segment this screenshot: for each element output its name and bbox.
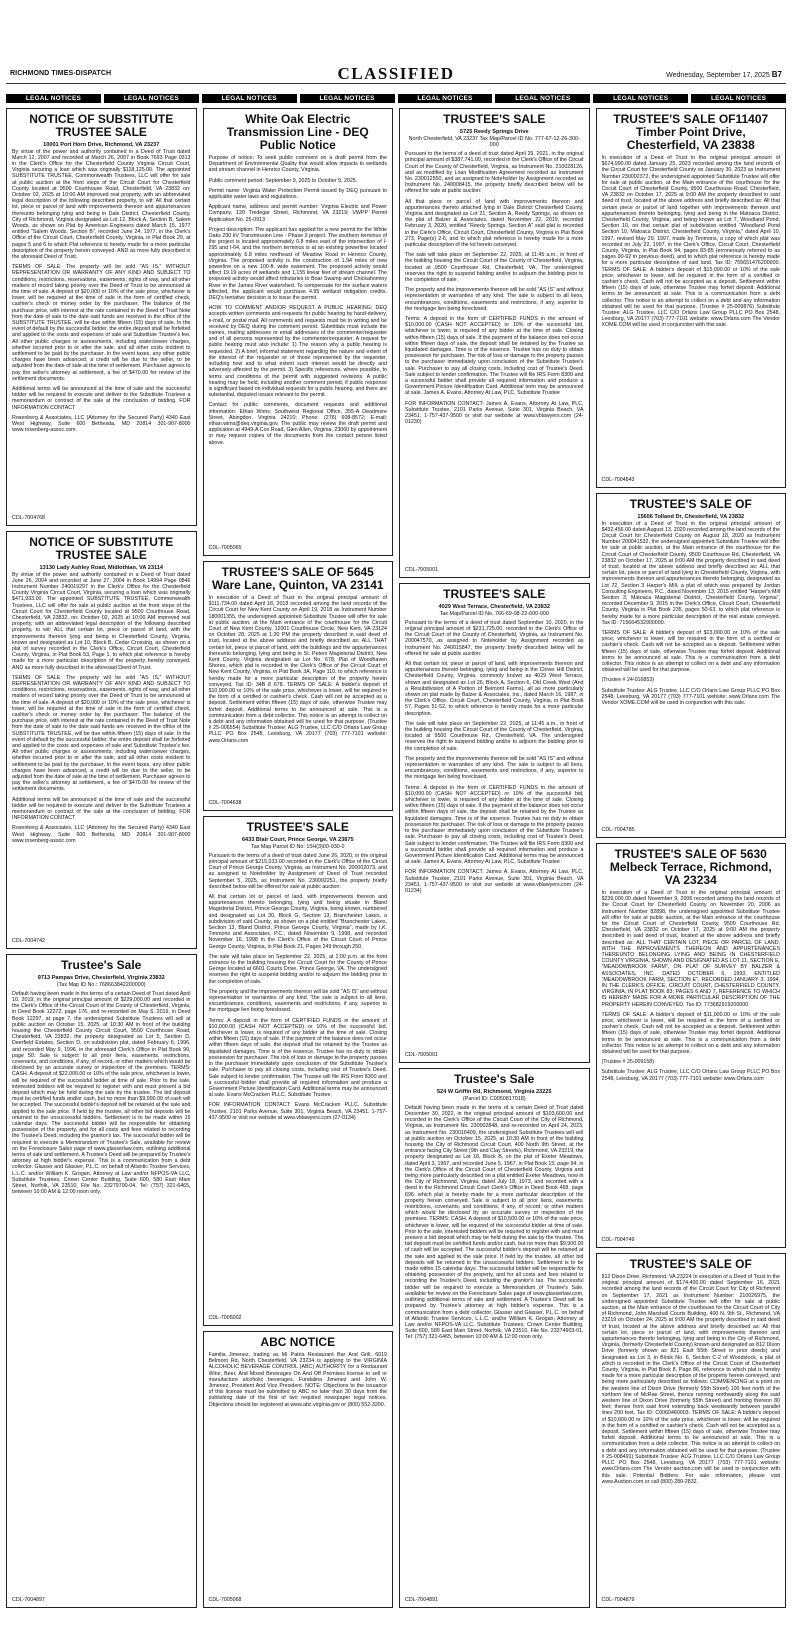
notice-paragraph: In execution of a Deed of Trust in the original principal amount of $239,000.00 dated November 9, 2006 recorded among the land records of the Circuit Court for Chesterfield County on November 20, 2006 as Instrument Number 82898, the undersigned appointed Substitute Trustee will offer for sale at public auction, at the Main entrance of the courthouse for the Circuit Court of Chesterfield County, 9500 Courthouse Rd, Chesterfield, VA 23832 on October 17, 2025 at 9:00 AM the property described in said deed of trust, located at the above address and briefly described as: ALL THAT CERTAIN LOT, PIECE OR PARCEL OF LAND, WITH THE IMPROVEMENTS THEREON AND APPURTENANCES THEREUNTO BELONGING LYING AND BEING IN CHESTERFIELD COUNTY VIRGINIA, SHOWN AND DESIGNATED AS LOT 11, SECTION E, "MEADOWBROOK FARM", ON PLAT OF SURVEY BY BALZER & ASSOCIATES, INC. DATED OCTOBER 6, 1993, ENTITLED "MEADOWBROOK FARM, SECTION E", RECORDED JANUARY 3, 1994, IN THE CLERK'S OFFICE, CIRCUIT COURT, CHESTERFIELD COUNTY, VIRGINIA, IN PLAT BOOK 83, PAGES 6 AND 7, REFERENCE TO WHICH IS HEREBY MADE FOR A MORE PARTICULAR DESCRIPTION OF THE PROPERTY HEREIN CONVEYED. Tax ID: 773682919200000. bbox=[601, 890, 780, 1008]
page-number: B7 bbox=[771, 70, 782, 79]
notice-paragraph: TERMS OF SALE: The property will be sold "AS IS," WITHOUT REPRESENTATION OR WARRANTY OF ANY KIND AND SUBJECT TO conditions, restrictions, reservations, easements, rights of way, and all other matters of record taking priority over the Deed of Trust to be announced at the time of sale. A deposit of $20,000 or 10% of the sale price, whichever is lower, will be required at the time of sale in the form of certified check, cashier's check or money order by the purchaser. The balance of the purchase price, with interest at the rate contained in the Deed of Trust Note from the date of sale to the date said funds are received in the office of the SUBSTITUTE TRUSTEE, will be due within fifteen (15) days of sale. In the event of default by the successful bidder, the entire deposit shall be forfeited and applied to the costs and expenses of sale and Substitute Trustee's fee. All other public charges or assessments, including water/sewer charges, whether incurred prior to or after the sale, and all other costs incident to settlement to be paid by the purchaser. In the event taxes, any other public charges have been advanced, a credit will be due to the seller, to be adjusted from the date of sale at the time of settlement. Purchaser agrees to pay the seller's attorney at settlement, a fee of $470.00 for review of the settlement documents. bbox=[12, 674, 191, 793]
notice-address: 524 W Griffin Rd, Richmond, Virginia 23225 bbox=[436, 1089, 552, 1095]
notice-title: Trustee's Sale bbox=[454, 1072, 535, 1086]
notice-contact: Rosenberg & Associates, LLC (Attorney for the Secured Party) 4340 East West Highway, Suite 600 Bethesda, MD 20814 301-907-8000 www.rosenberg-assoc.com bbox=[12, 414, 191, 434]
notice-paragraph: Substitute Trustee: ALG Trustee, LLC C/O Orlans Law Group PLLC PO Box 2548, Leesburg, VA 20177 (703) 777-7101 website: www.Orlans.com The Vendor XOME.COM will be used in conjunction with this sale. bbox=[601, 687, 780, 706]
notice-parcel: (Tax Map ID No.: 768663842200000) bbox=[56, 981, 146, 988]
notice-code: CDL-7004742 bbox=[12, 937, 45, 944]
notice-body bbox=[209, 155, 388, 543]
notice-paragraph: All that certain lot, piece or parcel of land, with improvements thereon and appurtenances thereto belonging, lying and being in the Clover Hill District, Chesterfield County, Virginia, commonly known as 4029 West Terrace, shown and designated as Lot 26, Block A, Section 6, Old Creek West (And a Resubdivision of A Portion of Belmont Farms), all as more particularly shown on plat made by Balzer & Associates, Inc., dated March 16, 1987, in the Clerk's Office, Circuit Court, Chesterfield County, Virginia, in Plat Book 57, Pages 51-52, to which reference is hereby made for a more particular description. bbox=[405, 661, 584, 717]
notice-paragraph: (Trustee # 24-016853) bbox=[601, 677, 655, 684]
notice-paragraph: Substitute Trustee: ALG Trustee, LLC C/O Orlans Law Group PLLC PO Box 2548, Leesburg, VA 20177 (703) 777-7101 website: www.Orlans.com bbox=[601, 1069, 780, 1082]
column-1 bbox=[6, 108, 197, 1608]
notice-title: TRUSTEE'S SALE OF bbox=[629, 497, 752, 511]
notice-trustees-sale-ware-lane bbox=[203, 561, 394, 811]
notice-title: White Oak Electric Transmission Line - DEQ Public Notice bbox=[226, 112, 369, 152]
notice-paragraph: Familia Jimenez, trading as Mi Patria Restaurant Bar And Grill, 6019 Belmont Rd, North Chesterfield, VA 23234 is applying to the VIRGINIA ALCOHOLIC BEVERAGE CONTROL (ABC) AUTHORITY for a Restaurant Wine, Beer, And Mixed Beverages On And Off Premises license to sell or manufacture alcoholic beverages. Fundalina Jimenez and John W. Jimenez, President And Vice President. NOTE: Objections to the issuance of this license must be submitted to ABC no later than 30 days from the publishing date of the first of two required newspaper legal notices. Objections should be registered at www.abc.virginia.gov or (800) 552-3200. bbox=[208, 1352, 387, 1408]
notice-title: NOTICE OF SUBSTITUTE TRUSTEE SALE bbox=[29, 112, 174, 139]
notice-address: 15606 Tolland Dr, Chesterfield, VA 23832 bbox=[637, 514, 745, 520]
notice-body bbox=[405, 151, 584, 565]
notice-parcel: North Chesterfield, VA 23237 Tax Map/Parcel ID No. 777-67-12-26-300-000 bbox=[408, 135, 580, 148]
notice-trustees-sale-griffin-rd bbox=[399, 1068, 590, 1608]
notice-body bbox=[602, 521, 781, 825]
notice-paragraph: Terms: A deposit in the form of CERTIFIED FUNDS in the amount of $10,000.00 (CASH NOT ACCEPTED) or 10% of the successful bid, whichever is lower, is required of any bidder at the time of sale. Closing within fifteen (15) days of sale. If the payment of the balance does not occur within fifteen days of sale, the deposit shall be retained by the Trustee as liquidated damages. Time is of the essence. Trustee has no duty to obtain possession for purchaser. The risk of loss or damage to the property passes to the purchaser immediately upon conclusion of the Substitute Trustee's sale. Purchaser to pay all closing costs, including cost of Trustee's Deed. Sale subject to lender confirmation. The Trustee will file IRS Form 8300 and a successful bidder shall provide all required information and produce a Government Picture Identification Card. Additional terms may be announced at sale. Evans McCracken PLLC, Substitute Trustee. bbox=[208, 1017, 387, 1099]
issue-date: Wednesday, September 17, 2025 bbox=[666, 72, 770, 79]
notice-paragraph: All that piece or parcel of land with improvements thereon and appurtenances thereto attached lying in Dale District Chesterfield County, Virginia and designated as Lot 21, Section A, Reedy Springs, as shown on the plat of Balzer & Associates, dated November 22, 2019, recorded February 3, 2020, entitled "Reedy Springs, Section A" said plat is recorded in the Clerk's Office, Circuit Court, Chesterfield County, Virginia in Plat Book 273, Page(s) 2-6, and to which plat reference is hereby made for a more particular description of the lot herein conveyed. bbox=[405, 198, 584, 248]
notice-abc bbox=[203, 1331, 394, 1608]
notice-trustees-sale-pampas bbox=[6, 954, 197, 1608]
publication-name: RICHMOND TIMES-DISPATCH bbox=[10, 70, 112, 77]
notice-paragraph: The sale will take place on September 22, 2025, at 11:45 a.m., in front of the building housing the Circuit Court of the County of Chesterfield, Virginia, located at 9500 Courthouse Rd., Chesterfield, VA. The undersigned reserves the right to suspend bidding and/or to adjourn the bidding prior to the completion of sale. bbox=[405, 720, 584, 752]
section-title: CLASSIFIED bbox=[337, 64, 455, 83]
notice-paragraph: 812 Dixon Drive, Richmond, VA 23224 In execution of a Deed of Trust in the original principal amount of $174,400.00 dated September 16, 2021 recorded among the land records of the Circuit Court for City of Richmond on September 17, 2021 as Instrument Number: 210026975, the undersigned appointed Substitute Trustee will offer for sale at public auction, at the Main entrance of the courthouse for the Circuit Court of City of Richmond, John Marshall Courts Building, 400 N. 9th St., Richmond, VA 23219 on October 24, 2025 at 9:00 AM the property described in said deed of trust, located at the above address and briefly described as: All that certain lot, piece or parcel of land, with improvements thereon and appurtenances thereto belonging, lying and being in the City of Richmond, Virginia, (formerly Chesterfield County) known and designated as 812 Dixon Drive (formerly shown as 821 East 55th Street in prior deeds) and designated as Lot 3, in Block No. 6, Section C-2 of Woodstock, a plat of which is recorded in the Clerk's Office of the Circuit Court of Chesterfield County, Virginia, in Plat Book 8, Page 86, reference to which plat is hereby made for a more particular description of the property herein conveyed, and being more particularly described as follows: COMMENCING at a point on the western line of Dixon Drive (formerly 55th Street) 100 feet north of the northern line of McRae Street, thence running northwardly along the said western line of Dixon Drive (formerly 55th Street) and fronting thereon 80 feet; thence from said front extending back westwardly between parallel lines 200 feet. Tax ID: C0060460003. TERMS OF SALE: A bidder's deposit of $10,000.00 or 10% of the sale price, whichever is lower, will be required in the form of a certified or cashier's check. Cash will not be accepted as a deposit. Settlement within fifteen (15) days of sale, otherwise Trustee may forfeit deposit. Additional terms to be announced at sale. This is a communication from a debt collector. This notice is an attempt to collect on a debt and any information obtained will be used for that purpose. (Trustee # 25-008491) Substitute Trustee: ALG Trustee, LLC C/O Orlans Law Group PLLC PO Box 2548, Leesburg, VA 20177 (703) 777-7101 website: www.Orlans.com The Vendor auction.com will be used in conjunction with this sale. Potential Bidders: For sale information, please visit www.Auction.com or call (800) 280-2832. bbox=[601, 1274, 780, 1485]
notice-paragraph: Terms: A deposit in the form of CERTIFIED FUNDS in the amount of $10,000.00 (CASH NOT ACCEPTED) or 10% of the successful bid, whichever is lower, is required of any bidder at the time of sale. Closing within fifteen (15) days of sale. If the payment of the balance does not occur within fifteen days of sale, the deposit shall be retained by the Trustee as liquidated damages. Time is of the essence. Trustee has no duty to obtain possession for purchaser. The risk of loss or damage to the property passes to the purchaser immediately upon conclusion of the Substitute Trustee's sale. Purchaser to pay all closing costs, including cost of Trustee's Deed. Sale subject to lender confirmation. The Trustee will file IRS Form 8300 and a successful bidder shall provide all required information and produce a Government Picture Identification Card. Additional term may be announced at sale. James A. Evans, Attorney At Law, PLC, Substitute Trustee bbox=[405, 315, 584, 397]
category-label: LEGAL NOTICES bbox=[300, 94, 395, 103]
notice-paragraph: The property and the improvements thereon will be sold "AS IS" and without representation or warranties of any kind. The sale is subject to all liens, encumbrances, conditions, easements and restrictions, if any, superior to the mortgage lien being foreclosed. bbox=[405, 755, 584, 781]
category-label: LEGAL NOTICES bbox=[691, 94, 786, 103]
notice-paragraph: The property and the improvements thereon will be sold "AS IS" and without representation or warranties of any kind. The sale is subject to all liens, encumbrances, conditions, easements and restrictions, if any, superior to the mortgage lien being foreclosed. bbox=[405, 287, 584, 312]
notice-title: NOTICE OF SUBSTITUTE TRUSTEE SALE bbox=[29, 535, 174, 562]
notice-title: TRUSTEE'S SALE OF bbox=[629, 1257, 752, 1271]
notice-paragraph: All that certain lot or parcel of land, with improvements thereon and appurtenances thereto belonging, lying and being situate in Bland Magisterial District, Prince George County, Virginia, being known, numbered and designated as Lot 30, Block G, Section 13, Branchester Lakes, a subdivision of said County, as shown on a plat entitled "Branchester Lakes, Section 13, Bland District, Prince George County, Virginia", made by I.K. Timmons and Associates, P.C., dated November 9, 1998, and recorded November 16, 1998 in the Clerk's Office of the Circuit Court of Prince George County, Virginia, in Plat Book 21, Pages 249 through 250. bbox=[208, 894, 387, 950]
notice-paragraph: The sale will take place on September 22, 2025, at 1:00 p.m. at the front entrance to the building housing the Circuit Court for the County of Prince George located at 6601 Courts Drive, Prince George, VA. The undersigned reserves the right to suspend bidding and/or to adjourn the bidding prior to the completion of sale. bbox=[208, 953, 387, 985]
notice-title: ABC NOTICE bbox=[260, 1335, 336, 1349]
notice-code: CDL-7004785 bbox=[601, 826, 635, 833]
notice-paragraph: By virtue of the power and authority contained in a Deed of Trust dated March 12, 2007 and recorded at March 26, 2007 in Book 7693 Page 0313 in the Clerk's Office for the Chesterfield County Virginia Circuit Court, Virginia securing a loan which was originally $118,125.00. The appointed SUBSTITUTE TRUSTEE, Commonwealth Trustees, LLC will offer for sale at public auction at the front steps of the Circuit Court for Chesterfield County located at 9500 Courthouse Road, Chesterfield, VA 23832 on: October 02, 2025 at 10:00 AM improved real property, with an abbreviated legal description of the following described property, to wit: All that certain lot, piece or parcel of land with improvements thereon and appurtenances thereunto belonging lying and being in Dale District, Chesterfield County, City of Richmond, Virginia designated as Lot 12, Block A, Section B, Salem Woods, as shown on Plat by American Engineers dated March 15, 1977 entitled "Salem Woods, Section B", recorded June 24, 1977, in the Clerk's Office of the Circuit Court, Chesterfield County, Virginia, in Plat Book 29, at pages 5 and 6 to which Plat reference is hereby made for a more particular description of the property herein conveyed. AND as more fully described in the aforesaid Deed of Trust. bbox=[12, 148, 191, 260]
notice-substitute-trustee-sale-port-horn bbox=[6, 108, 197, 526]
notice-paragraph: Permit name: Virginia Water Protection Permit issued by DEQ pursuant to applicable water laws and regulations. bbox=[208, 187, 387, 201]
category-label: LEGAL NOTICES bbox=[398, 94, 493, 103]
notice-paragraph: In execution of a Deed of Trust in the original principal amount of $111,734.00 dated April 18, 2018 recorded among the land records of the Circuit Court for New Kent County on April 19, 2018 as Instrument Number 180001355, the undersigned appointed Substitute Trustee will offer for sale at public auction, at the Main entrance of the courthouse for the Circuit Court of New Kent County, 12001 Courthouse Circle, New Kent, VA 23124 on October 28, 2025 at 1:30 PM the property described in said deed of trust, located at the above address and briefly described as: ALL THAT certain lot, piece or parcel of land, with the buildings and the appurtenances thereunto belonging, lying and being in St. Peters Magisterial District, New Kent County, Virginia designated as Lot No. 678, Plat of Woodhaven Shores, which plat is recorded in the Clerk's Office of the Circuit Court of New Kent County, Virginia, in Plat Book 3A, Page 110, to which reference is hereby made for a more particular description of the property herein conveyed. Tax ID: 34B 8 678. TERMS OF SALE: A bidder's deposit of $10,000.00 or 10% of the sale price, whichever is lower, will be required in the form of a certified or cashier's check. Cash will not be accepted as a deposit. Settlement within fifteen (15) days of sale, otherwise Trustee may forfeit deposit. Additional terms to be announced at sale. This is a communication from a debt collector. This notice is an attempt to collect on a debt and any information obtained will be used for that purpose. (Trustee # 25-006554) Substitute Trustee: ALG Trustee, LLC C/O Orlans Law Group PLLC PO Box 2548, Leesburg, VA 20177 (703) 777-7101 website: www.Orlans.com bbox=[208, 595, 387, 744]
notice-code: CDL-7005002 bbox=[208, 1314, 242, 1321]
notice-body bbox=[405, 1105, 584, 1595]
notice-trustees-sale-melbeck bbox=[596, 843, 787, 1248]
column-4 bbox=[596, 108, 787, 1608]
notice-paragraph: Public comment period: September 9, 2025 to October 9, 2025 bbox=[208, 177, 356, 184]
notice-parcel: Tax Map/Parcel ID No. 766-69-08-22-600-000 bbox=[439, 610, 549, 617]
notice-address: 4029 West Terrace, Chesterfield, VA 23832 bbox=[438, 604, 550, 610]
notice-address: 13130 Lady Ashley Road, Midlothian, VA 23114 bbox=[39, 565, 164, 571]
notice-body bbox=[602, 155, 781, 475]
notice-trustees-sale-tolland bbox=[596, 493, 787, 838]
notice-body bbox=[209, 1352, 388, 1595]
date-and-page bbox=[666, 70, 782, 79]
category-label: LEGAL NOTICES bbox=[202, 94, 297, 103]
notice-title: TRUSTEE'S SALE OF 5630 Melbeck Terrace, Richmond, VA 23234 bbox=[609, 847, 772, 887]
notice-title: TRUSTEE'S SALE OF 5645 Ware Lane, Quinton, VA 23141 bbox=[211, 565, 384, 592]
notice-title: TRUSTEE'S SALE bbox=[246, 820, 349, 834]
notice-paragraph: Contact for public comments, document requests and additional information: Ethan Wims; Southwest Regional Office, 355-A Deadmore Street, Abingdon, Virginia 24210; Phone: (276) 608-8572; E-mail: ethan.wims@deq.virginia.gov. The public may review the draft permit and application at 4949-A Cox Road, Glen Allen, Virginia, 23060 by appointment or may request copies of the documents from the contact person listed above. bbox=[208, 402, 387, 446]
notice-paragraph: HOW TO COMMENT AND/OR REQUEST A PUBLIC HEARING: DEQ accepts written comments and requests for public hearing by hand-delivery, e-mail, or postal mail. All comments and requests must be in writing and be received by DEQ during the comment period. Submittals must include the names, mailing addresses or email addresses of the commenter/requester and of all persons represented by the commenter/requester. A request for public hearing must also include: 1) The reason why a public hearing is requested. 2) A brief, informal statement regarding the nature and extent of the interest of the requester or of those represented by the requester, including how and to what extent such interest would be directly and adversely affected by the permit. 3) Specific references, where possible, to terms and conditions of the permit with suggested revisions. A public hearing may be held, including another comment period, if public response is significant based on individual requests for a public hearing, and there are substantial, disputed issues relevant to the permit. bbox=[208, 305, 387, 399]
notice-trustees-sale-blair-court bbox=[203, 816, 394, 1326]
notice-paragraph: Pursuant to the terms of a deed of trust dated September 10, 2020, in the original principal amount of $231,725.00, recorded in the Clerk's Office of the Circuit Court of the County of Chesterfield, Virginia, as Instrument No. 200047570, as assigned to Noteholder by Assignment recorded as Instrument No. 240015847, the property briefly described below will be offered for sale at public auction: bbox=[405, 619, 584, 657]
notice-code: CDL-7005001 bbox=[405, 566, 438, 573]
notice-code: CDL-7005068 bbox=[208, 1596, 242, 1603]
notice-title: TRUSTEE'S SALE OF11407 Timber Point Drive, Chesterfield, VA 23838 bbox=[613, 112, 769, 152]
notice-code: CDL-7005065 bbox=[208, 544, 242, 551]
notice-address: 6433 Blair Court, Prince George, VA 23875 bbox=[241, 837, 354, 843]
column-3 bbox=[399, 108, 590, 1608]
notice-trustees-sale-west-terrace bbox=[399, 583, 590, 1063]
category-label: LEGAL NOTICES bbox=[104, 94, 199, 103]
notice-paragraph: Additional terms will be announced at the time of sale and the successful bidder will be required to execute and deliver to the Substitute Trustees a memorandum or contract of the sale at the conclusion of bidding. FOR INFORMATION CONTACT bbox=[12, 386, 191, 411]
notice-trustees-sale-timber-point bbox=[596, 108, 787, 488]
notice-paragraph: Default having been made in the terms of a certain Deed of Trust dated April 10, 2019, in the original principal amount of $229,000.00 and recorded in the Clerk's Office of the Circuit Court of the County of Chesterfield, Virginia, in Deed Book 12272, page 176, and re-recorded on May 6, 2019, in Deed Book 12297, at page 7, the undersigned Substitute Trustees will sell at public auction on October 15, 2025, at 10:30 AM in front of the building housing the Chesterfield County Circuit Court, 9500 Courthouse Road, Chesterfield, VA 23832, the property designated as Lot 5, Section D, Deerfield Estates, Section D, on subdivision plat, dated February 6, 1996, and recorded May 9, 1996, in the aforesaid Clerk's Office in Plat Book 90, page 50. Sale is subject to all prior liens, easements, restrictions, covenants, and conditions, if any, of record, or other matters which would be disclosed by an accurate survey or inspection of the premises. TERMS: CASH. A deposit of $22,000.00 or 10% of the sale price, whichever is lower, will be required of the successful bidder at time of sale. Prior to the sale, interested bidders will be required to register with and must present a bid deposit which may be held during the sale by the trustee. The bid deposit must be certified funds and/or cash, but no more than $9,990.00 of cash will be accepted. The successful bidder's deposit will be retained at the sale and applied to the sale price. If held by the trustee, all other bid deposits will be returned to the unsuccessful bidders. Settlement is to be made within 15 calendar days. The successful bidder will be responsible for obtaining possession of the property, and for all costs and fees related to recording the Trustee's Deed, including the grantor's tax. The successful bidder will be required to execute a Memorandum of Trustee's Sale, available for review on the Foreclosure Sales page of www.glasserlaw.com, outlining additional terms of sale and settlement. A Trustee's Deed will be prepared by Trustee's attorney at high bidder's expense. This is a communication from a debt collector. Glasser and Glasser, P.L.C. on behalf of Atlantic Trustee Services, L.L.C. and/or William K. Grogan, Attorney at Law and/or NFPOS-VA LLC, Substitute Trustees, Crown Center Building, Suite 600, 580 East Main Street, Norfolk, VA 23510, File No. 23279790-04, Tel: (757) 321-6465, between 10:00 AM & 12:00 noon only. bbox=[12, 990, 191, 1196]
notice-paragraph: FOR INFORMATION CONTACT: Evans McCracken PLLC, Substitute Trustee, 2101 Parks Avenue, Suite 301, Virginia Beach, VA 23451. 1-757-437-9500 or visit our website at www.vblawyers.com (27-0134) bbox=[208, 1102, 387, 1121]
notice-parcel: Tax Map Parcel ID No: 15H(3)00-030-0 bbox=[251, 843, 345, 850]
notice-paragraph: FOR INFORMATION CONTACT: James A. Evans, Attorney At Law, PLC, Substitute Trustee, 2101 Parks Avenue, Suite 301, Virginia Beach, VA 23451. 1-757-437-9500 or visit our website at www.vblawyers.com (24-01234) bbox=[405, 869, 584, 894]
notice-paragraph: Additional terms will be announced at the time of sale and the successful bidder will be required to execute and deliver to the Substitute Trustees a memorandum or contract of the sale at the conclusion of bidding. FOR INFORMATION CONTACT bbox=[12, 796, 191, 822]
notice-code: CDL-7004897 bbox=[12, 1596, 45, 1603]
notice-trustees-sale-reedy-springs bbox=[399, 108, 590, 578]
notice-address: 9713 Pampas Drive, Chesterfield, Virginia 23832 bbox=[37, 975, 165, 981]
notice-paragraph: In execution of a Deed of Trust in the original principal amount of $674,990.00 dated January 25, 2023 recorded among the land records of the Circuit Court for Chesterfield County on January 30, 2023 as Instrument Number 230002372, the undersigned appointed Substitute Trustee will offer for sale at public auction, at the Main entrance of the courthouse for the Circuit Court of Chesterfield County, 9500 Courthouse Road, Chesterfield, VA 23832 on October 17, 2025 at 9:00 AM the property described in said deed of trust, located at the above address and briefly described as: All that certain piece or parcel of land together with improvements thereon and appurtenances thereto belonging, lying and being in the Matoaca District, Chesterfield County, Virginia, and being known as Lot 7, Woodland Pond, Section 10, on that certain plat of subdivision entitled "Woodland Pond Section 10, Matoaca District, Chesterfield County, Virginia," dated April 10, 1997, revised May 29, 1997, made by Timmons, a copy of which plat was recorded on July 22, 1997, in the Clerk's Office, Circuit Court, Chesterfield County, Virginia, in Plat Book 94, pages 83-85 (erroneously referred to as pages 90-92 in previous deed), and to which plat reference is hereby made for a more particular description of said land. Tax ID: 755651476200000. TERMS OF SALE: A bidder's deposit of $15,000.00 or 10% of the sale price, whichever is lower, will be required in the form of a certified or cashier's check. Cash will not be accepted as a deposit. Settlement within fifteen (15) days of sale, otherwise Trustee may forfeit deposit. Additional terms to be announced at sale. This is a communication from a debt collector. This notice is an attempt to collect on a debt and any information obtained will be used for that purpose. (Trustee # 25-009876) Substitute Trustee: ALG Trustee, LLC C/O Orlans Law Group PLLC PO Box 2548, Leesburg, VA 20177 (703) 777-7101 website: www.Orlans.com The Vendor XOME.COM will be used in conjunction with this sale. bbox=[601, 155, 780, 329]
notice-code: CDL-7004638 bbox=[208, 799, 242, 806]
notice-paragraph: (Trustee # 25-009158) bbox=[601, 1059, 655, 1066]
notice-trustees-sale-dixon bbox=[596, 1253, 787, 1608]
notice-title: Trustee's Sale bbox=[61, 958, 142, 972]
category-label: LEGAL NOTICES bbox=[6, 94, 101, 103]
notice-title: TRUSTEE'S SALE bbox=[443, 587, 546, 601]
notice-code: CDL-7005001 bbox=[405, 1051, 438, 1058]
notice-address: 10001 Port Horn Drive, Richmond, VA 23237 bbox=[43, 142, 160, 148]
category-bar bbox=[6, 94, 786, 103]
notice-body bbox=[405, 620, 584, 1050]
notice-columns bbox=[6, 108, 786, 1608]
notice-paragraph: Terms: A deposit in the form of CERTIFIED FUNDS in the amount of $10,000.00 (CASH NOT ACCEPTED) or 10% of the successful bid, whichever is lower, is required of any bidder at the time of sale. Closing within fifteen (15) days of sale. If the payment of the balance does not occur within fifteen days of sale, the deposit shall be retained by the Trustee as liquidated damages. Time is of the essence. Trustee has no duty to obtain possession for purchaser. The risk of loss or damage to the property passes to the purchaser immediately upon conclusion of the Substitute Trustee's sale. Purchaser to pay all closing costs, including cost of Trustee's Deed. Sale subject to lender confirmation. The Trustee will file IRS Form 8300 and a successful bidder shall provide all required information and produce a Government Picture Identification Card. Additional terms may be announced at sale. James A. Evans, Attorney At Law, PLC, Substitute Trustee bbox=[405, 784, 584, 866]
notice-substitute-trustee-sale-lady-ashley bbox=[6, 531, 197, 949]
notice-code: CDL-7004879 bbox=[601, 1596, 635, 1603]
notice-paragraph: The sale will take place on September 22, 2025, at 11:45 a.m., in front of the building housing the Circuit Court of the County of Chesterfield, Virginia, located at 9500 Courthouse Rd, Chesterfield, VA. The undersigned reserves the right to suspend bidding and/or to adjourn the bidding prior to the completion of sale. bbox=[405, 252, 584, 283]
notice-code: CDL-7004843 bbox=[601, 476, 635, 483]
notice-address: 5725 Reedy Springs Drive bbox=[459, 129, 529, 135]
notice-paragraph: In execution of a Deed of Trust in the original principal amount of $432,456.00 dated August 13, 2020 recorded among the land records of the Circuit Court for Chesterfield County on August 18, 2020 as Instrument Number 200041532, the undersigned appointed Substitute Trustee will offer for sale at public auction, at the Main entrance of the courthouse for the Circuit Court of Chesterfield County, 9500 Courthouse Rd, Chesterfield, VA 23832 on October 17, 2025 at 9:00 AM the property described in said deed of trust, located at the above address and briefly described as: ALL that certain lot, piece or parcel of land lying in Chesterfield County, Virginia, with improvements thereon and appurtenances thereto belonging, designated as Lot 72, Section 3 Harper's Mill, a plat of which was prepared by Jordan Consulting Engineers, P.C., dated November 13, 2015 entitled "Harper's Mill Section 3, Matoaca Magisterial District, Chesterfield County, Virginia", recorded December 9, 2015 in the Clerk's Office, Circuit Court, Chesterfield County, Virginia in Plat Book 235, pages 50-63, to which plat reference is hereby made for a more particular description of the real estate conveyed. Tax ID: 715664532900000. bbox=[601, 520, 780, 626]
notice-paragraph: TERMS OF SALE: A bidder's deposit of $13,000.00 or 10% of the sale price, whichever is lower, will be required in the form of a certified or cashier's check. Cash will not be accepted as a deposit. Settlement within fifteen (15) days of sale, otherwise Trustee may forfeit deposit. Additional terms to be announced at sale. This is a communication from a debt collector. This notice is an attempt to collect on a debt and any information obtained will be used for that purpose. bbox=[601, 629, 780, 674]
notice-body bbox=[209, 595, 388, 798]
notice-paragraph: Pursuant to the terms of a deed of trust dated June 26, 2020, in the original principal amount of $215,033.00 recorded in the Clerk's Office of the Circuit Court of Prince George County, Virginia, as Instrument No. 200002073, and as assigned to Noteholder by Assignment of Deed of Trust recorded September 5, 2025, as Instrument No. 230002251, the property briefly described below will be offered for sale at public auction: bbox=[208, 852, 387, 890]
notice-paragraph: TERMS OF SALE: A bidder's deposit of $11,000.00 or 10% of the sale price, whichever is lower, will be required in the form of a certified or cashier's check. Cash will not be accepted as a deposit. Settlement within fifteen (15) days of sale, otherwise Trustee may forfeit deposit. Additional terms to be announced at sale. This is a communication from a debt collector. This notice is an attempt to collect on a debt and any information obtained will be used for that purpose. bbox=[601, 1011, 780, 1056]
notice-paragraph: FOR INFORMATION CONTACT: James A. Evans, Attorney At Law, PLC, Substitute Trustee, 2101 Parks Avenue, Suite 301, Virginia Beach, VA 23451. 1-757-437-9500 or visit our website at www.vblawyers.com (24-01230) bbox=[405, 400, 584, 426]
notice-code: CDL-7004768 bbox=[12, 514, 45, 521]
notice-paragraph: Applicant name, address and permit number: Virginia Electric and Power Company, 120 Tredegar Street, Richmond, VA 23219; VWPP Permit Application No. 25-0913 bbox=[208, 204, 387, 223]
notice-parcel: (Parcel ID: C0050817018) bbox=[462, 1095, 526, 1102]
notice-contact: Rosenberg & Associates, LLC (Attorney for the Secured Party) 4340 East West Highway, Suite 600 Bethesda, MD 20814 301-907-8000 www.rosenberg-assoc.com bbox=[12, 825, 191, 844]
notice-body bbox=[209, 853, 388, 1313]
notice-paragraph: Default having been made in the terms of a certain Deed of Trust dated December 30, 2022, in the original principal amount of $103,600.00 and recorded in the Clerk's Office of the Circuit Court of the City of Richmond, Virginia, as Instrument No. 230002848, and re-recorded on April 24, 2023, as Instrument No. 230016409, the undersigned Substitute Trustees will sell at public auction on October 15, 2025, at 10:30 AM in front of the building housing the City of Richmond Circuit Court, 400 North 9th Street, at the entrance facing City Street (9th and Clay Streets), Richmond, VA 23219, the property designated as Lot 18, Block B, on the plat of Exeter Meadows, dated April 3, 1967, and recorded June 5, 1967, in Plat Book 15, page 94, in the Clerk's Office of the Circuit Court of Chesterfield County, Virginia and being more particularly described on a plat entitled Exeter Meadows, now in the City of Richmond, Virginia, dated July 18, 1973, and recorded with a deed in the Richmond Circuit Court Clerk's Office in Deed Book 468, page 696, which plat is hereby made for a more particular description of the property herein conveyed. Sale is subject to all prior liens, easements, restrictions, covenants, and conditions, if any, of record, or other matters which would be disclosed by an accurate survey or inspection of the premises. TERMS: CASH. A deposit of $10,500.00 or 10% of the sale price, whichever is lower, will be required of the successful bidder at time of sale. Prior to the sale, interested bidders will be required to register with and must present a bid deposit which may be held during the sale by the trustee. The bid deposit must be certified funds and/or cash, but no more than $9,900.00 of cash will be accepted. The successful bidder's deposit will be retained at the sale and applied to the sale price. If held by the trustee, all other bid deposits will be returned to the unsuccessful bidders. Settlement is to be made within 15 calendar days. The successful bidder will be responsible for obtaining possession of the property, and for all costs and fees related to recording the Trustee's Deed, including the grantor's tax. The successful bidder will be required to execute a Memorandum of Trustee's Sale, available for review on the Foreclosure Sales page of www.glasserlaw.com, outlining additional terms of sale and settlement. A Trustee's Deed will be prepared by Trustee's attorney at high bidder's expense. This is a communication from a debt collector. Glasser and Glasser, P.L.C. on behalf of Atlantic Trustee Services, L.L.C. and/or William K. Grogan, Attorney at Law and/or NFPOS-VA LLC, Substitute Trustees, Crown Center Building, Suite 600, 580 East Main Street, Norfolk, VA 23510, File No. 23274903-01, Tel: (757) 321-6465, between 10:00 AM & 12:00 noon only. bbox=[405, 1104, 584, 1341]
notice-code: CDL-7004891 bbox=[405, 1596, 438, 1603]
category-label: LEGAL NOTICES bbox=[495, 94, 590, 103]
column-2 bbox=[203, 108, 394, 1608]
category-label: LEGAL NOTICES bbox=[593, 94, 688, 103]
notice-body bbox=[602, 890, 781, 1235]
notice-paragraph: The property and the improvements thereon will be sold "AS IS" and without representation or warranties of any kind. The sale is subject to all liens, encumbrances, conditions, easements and restrictions, if any, superior to the mortgage lien being foreclosed. bbox=[208, 988, 387, 1014]
notice-paragraph: TERMS OF SALE: The property will be sold "AS IS," WITHOUT REPRESENTATION OR WARRANTY OF ANY KIND AND SUBJECT TO conditions, restrictions, reservations, easements, rights of way, and all other matters of record taking priority over the Deed of Trust to be announced at the time of sale. A deposit of $20,000 or 10% of the sale price, whichever is lower, will be required at the time of sale in the form of certified check, cashier's check or money order by the purchaser. The balance of the purchase price, with interest at the rate contained in the Deed of Trust Note from the date of sale to the date said funds are received in the office of the SUBSTITUTE TRUSTEE, will be due within fifteen (15) days of sale. In the event of default by the successful bidder, the entire deposit shall be forfeited and applied to the costs and expenses of sale and Substitute Trustee's fee. All other public charges or assessments, including water/sewer charges, whether incurred prior to or after the sale, and all other costs incident to settlement to be paid by the purchaser. In the event taxes, any other public charges have been advanced, a credit will be due to the seller, to be adjusted from the date of sale at the time of settlement. Purchaser agrees to pay the seller's attorney at settlement, a fee of $470.00 for review of the settlement documents. bbox=[12, 264, 191, 382]
notice-paragraph: Purpose of notice: To seek public comment on a draft permit from the Department of Environmental Quality that would allow impacts to wetlands and stream channel in Henrico County, Virginia. bbox=[208, 155, 387, 174]
notice-deq-public-notice bbox=[203, 108, 394, 556]
notice-paragraph: By virtue of the power and authority contained in a Deed of Trust dated June 26, 2004 and recorded at June 27, 2004 in Book 14994 Page 0846 Instrument Number 240019297 in the Clerk's Office for the Chesterfield County Virginia Circuit Court, Virginia, securing a loan which was originally $471,933.00. The appointed SUBSTITUTE TRUSTEE, Commonwealth Trustees, LLC will offer for sale at public auction at the front steps of the Circuit Court for Chesterfield County located at 9500 Courthouse Road, Chesterfield, VA 23832, on: October 02, 2025 at 10:00 AM improved real property, with an abbreviated legal description of the following described property, to wit: ALL that certain lot, piece or parcel of land, with the improvements thereon lying and being in Chesterfield County, Virginia, known and designated as Lot 10, Block B, Cedar Crossing, as shown on a plat of survey recorded in the Clerk's Office, Circuit Court, Chesterfield County, Virginia, in Plat Book 53, Page 1, to which plat reference is hereby made for a more particular description of the property hereby conveyed. AND as more fully described in the aforesaid Deed of Trust. bbox=[12, 571, 191, 671]
masthead bbox=[6, 66, 786, 84]
notice-code: CDL-7004749 bbox=[601, 1236, 635, 1243]
notice-body bbox=[12, 991, 191, 1595]
notice-body bbox=[602, 1274, 781, 1595]
notice-body bbox=[12, 572, 191, 936]
notice-title: TRUSTEE'S SALE bbox=[443, 112, 546, 126]
notice-paragraph: Project description: The applicant has applied for a new permit for the White Oaks 230 kV Transmission Line - Phase 2 project. The southern terminus of the project is located approximately 0.8 miles east of the intersection of I-295 and I-64, and the northern terminus is at an existing powerline located approximately 6.8 miles northeast of Meadow Road in Henrico County, Virginia. The proposed activity is the construction of 1.94 miles of new powerline on a new 100-ft. wide easement. The proposed activity would affect 19.19 acres of wetlands and 1,155 linear feet of stream channel. The proposed activity would affect tributaries to Boar Swamp and Chickahominy River in the James River watershed. To compensate for the surface waters affected, the applicant would purchase 4.95 wetland mitigation credits. DEQ's tentative decision is to issue the permit. bbox=[208, 226, 387, 302]
notice-paragraph: Pursuant to the terms of a deed of trust dated April 29, 2021, in the original principal amount of $387,741.00, recorded in the Clerk's Office of the Circuit Court of the County of Chesterfield, Virginia, as Instrument No. 210028126, and as modified by Loan Modification Agreement recorded as Instrument No. 230012550, and as assigned to Noteholder by Assignment recorded as Instrument No. 240008415, the property briefly described below will be offered for sale at public auction: bbox=[405, 151, 584, 195]
notice-body bbox=[12, 149, 191, 513]
